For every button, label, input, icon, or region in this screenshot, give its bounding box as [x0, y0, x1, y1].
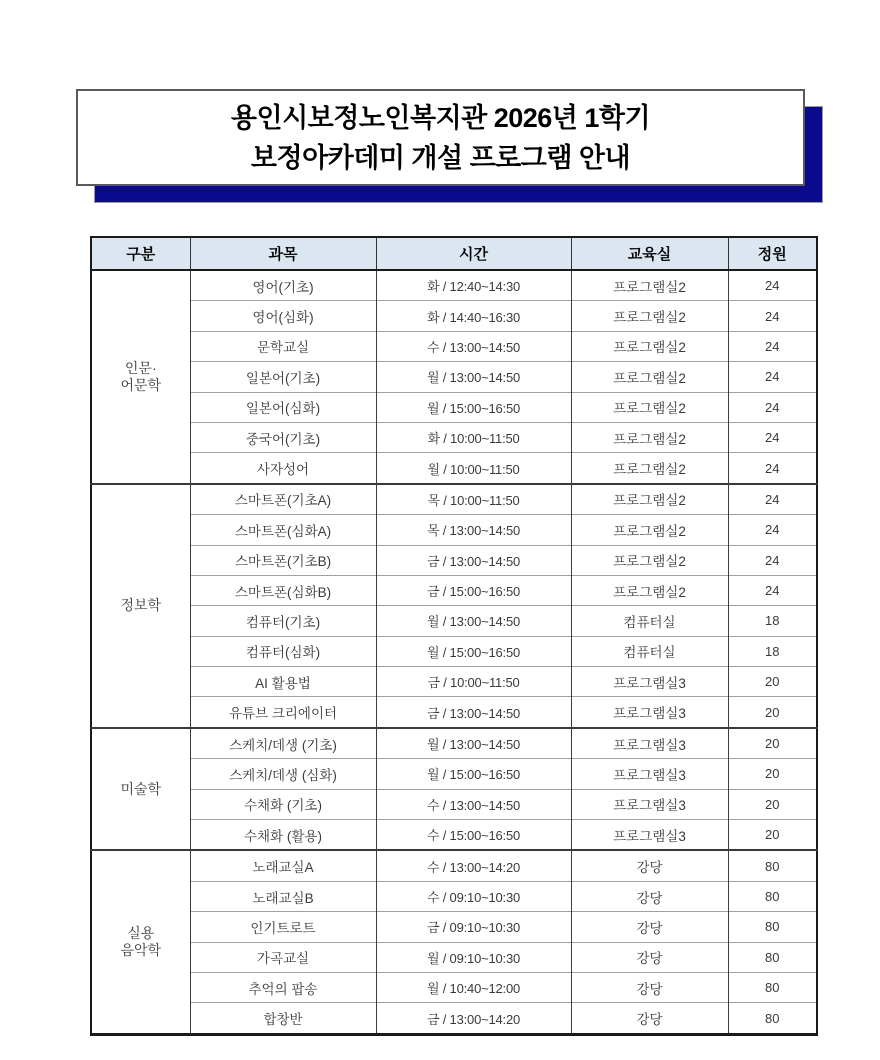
room-cell: 프로그램실2: [571, 515, 728, 545]
table-row: [91, 392, 817, 422]
time-cell: 월 / 13:00~14:50: [376, 362, 571, 392]
capacity-cell: 24: [728, 453, 817, 484]
capacity-cell: 20: [728, 789, 817, 819]
table-header: [91, 237, 817, 270]
header-subject: 과목: [190, 237, 376, 270]
room-cell: 프로그램실2: [571, 331, 728, 361]
capacity-cell: 24: [728, 484, 817, 515]
table-row: [91, 697, 817, 728]
room-cell: 프로그램실2: [571, 484, 728, 515]
subject-cell: AI 활용법: [190, 667, 376, 697]
table-row: [91, 912, 817, 942]
capacity-cell: 24: [728, 301, 817, 331]
time-cell: 화 / 12:40~14:30: [376, 270, 571, 301]
header-capacity: 정원: [728, 237, 817, 270]
time-cell: 수 / 13:00~14:50: [376, 331, 571, 361]
title-line-2: 보정아카데미 개설 프로그램 안내: [250, 142, 631, 173]
time-cell: 수 / 13:00~14:20: [376, 850, 571, 881]
subject-cell: 사자성어: [190, 453, 376, 484]
time-cell: 화 / 14:40~16:30: [376, 301, 571, 331]
program-schedule-table: [90, 236, 818, 1036]
table-row: [91, 515, 817, 545]
subject-cell: 스마트폰(기초B): [190, 545, 376, 575]
room-cell: 프로그램실3: [571, 667, 728, 697]
time-cell: 금 / 13:00~14:20: [376, 1003, 571, 1034]
time-cell: 월 / 10:00~11:50: [376, 453, 571, 484]
table-row: [91, 942, 817, 972]
capacity-cell: 80: [728, 881, 817, 911]
room-cell: 프로그램실3: [571, 697, 728, 728]
capacity-cell: 18: [728, 606, 817, 636]
room-cell: 프로그램실3: [571, 728, 728, 759]
room-cell: 프로그램실3: [571, 759, 728, 789]
table-row: [91, 667, 817, 697]
subject-cell: 스케치/데생 (기초): [190, 728, 376, 759]
subject-cell: 중국어(기초): [190, 422, 376, 452]
room-cell: 프로그램실2: [571, 422, 728, 452]
room-cell: 강당: [571, 1003, 728, 1034]
room-cell: 프로그램실2: [571, 301, 728, 331]
category-cell: 정보학: [91, 484, 190, 728]
header-time: 시간: [376, 237, 571, 270]
room-cell: 강당: [571, 972, 728, 1002]
header-row: [91, 237, 817, 270]
table-row: [91, 575, 817, 605]
time-cell: 월 / 15:00~16:50: [376, 636, 571, 666]
time-cell: 월 / 13:00~14:50: [376, 606, 571, 636]
time-cell: 월 / 13:00~14:50: [376, 728, 571, 759]
table-row: [91, 728, 817, 759]
capacity-cell: 24: [728, 331, 817, 361]
capacity-cell: 24: [728, 362, 817, 392]
table-row: [91, 270, 817, 301]
subject-cell: 추억의 팝송: [190, 972, 376, 1002]
room-cell: 프로그램실2: [571, 392, 728, 422]
time-cell: 금 / 13:00~14:50: [376, 697, 571, 728]
table-row: [91, 422, 817, 452]
subject-cell: 노래교실A: [190, 850, 376, 881]
title-banner: [76, 89, 805, 186]
time-cell: 수 / 13:00~14:50: [376, 789, 571, 819]
table-row: [91, 606, 817, 636]
time-cell: 월 / 10:40~12:00: [376, 972, 571, 1002]
room-cell: 강당: [571, 850, 728, 881]
subject-cell: 스마트폰(심화A): [190, 515, 376, 545]
capacity-cell: 20: [728, 667, 817, 697]
table-row: [91, 789, 817, 819]
time-cell: 월 / 09:10~10:30: [376, 942, 571, 972]
time-cell: 목 / 13:00~14:50: [376, 515, 571, 545]
table-row: [91, 1003, 817, 1034]
subject-cell: 영어(심화): [190, 301, 376, 331]
table-row: [91, 301, 817, 331]
table-row: [91, 484, 817, 515]
room-cell: 컴퓨터실: [571, 636, 728, 666]
table-row: [91, 545, 817, 575]
subject-cell: 스마트폰(심화B): [190, 575, 376, 605]
capacity-cell: 20: [728, 728, 817, 759]
room-cell: 강당: [571, 881, 728, 911]
capacity-cell: 20: [728, 697, 817, 728]
capacity-cell: 80: [728, 850, 817, 881]
table-row: [91, 362, 817, 392]
room-cell: 프로그램실2: [571, 270, 728, 301]
room-cell: 프로그램실3: [571, 820, 728, 851]
time-cell: 금 / 15:00~16:50: [376, 575, 571, 605]
table-body: [91, 270, 817, 1034]
subject-cell: 일본어(기초): [190, 362, 376, 392]
title-line-1: 용인시보정노인복지관 2026년 1학기: [230, 102, 651, 133]
subject-cell: 스마트폰(기초A): [190, 484, 376, 515]
time-cell: 수 / 09:10~10:30: [376, 881, 571, 911]
capacity-cell: 24: [728, 545, 817, 575]
header-room: 교육실: [571, 237, 728, 270]
capacity-cell: 80: [728, 912, 817, 942]
subject-cell: 영어(기초): [190, 270, 376, 301]
subject-cell: 가곡교실: [190, 942, 376, 972]
subject-cell: 수채화 (기초): [190, 789, 376, 819]
subject-cell: 스케치/데생 (심화): [190, 759, 376, 789]
table-row: [91, 881, 817, 911]
capacity-cell: 80: [728, 1003, 817, 1034]
subject-cell: 수채화 (활용): [190, 820, 376, 851]
capacity-cell: 80: [728, 942, 817, 972]
room-cell: 프로그램실2: [571, 362, 728, 392]
subject-cell: 일본어(심화): [190, 392, 376, 422]
capacity-cell: 24: [728, 515, 817, 545]
capacity-cell: 24: [728, 422, 817, 452]
time-cell: 화 / 10:00~11:50: [376, 422, 571, 452]
subject-cell: 문학교실: [190, 331, 376, 361]
category-cell: 미술학: [91, 728, 190, 851]
room-cell: 강당: [571, 942, 728, 972]
category-cell: 인문· 어문학: [91, 270, 190, 484]
time-cell: 목 / 10:00~11:50: [376, 484, 571, 515]
header-category: 구분: [91, 237, 190, 270]
subject-cell: 유튜브 크리에이터: [190, 697, 376, 728]
capacity-cell: 20: [728, 820, 817, 851]
table-row: [91, 636, 817, 666]
table-row: [91, 850, 817, 881]
capacity-cell: 18: [728, 636, 817, 666]
table-row: [91, 972, 817, 1002]
table-row: [91, 331, 817, 361]
table-row: [91, 759, 817, 789]
capacity-cell: 24: [728, 575, 817, 605]
time-cell: 금 / 13:00~14:50: [376, 545, 571, 575]
room-cell: 컴퓨터실: [571, 606, 728, 636]
room-cell: 프로그램실2: [571, 575, 728, 605]
capacity-cell: 24: [728, 270, 817, 301]
time-cell: 수 / 15:00~16:50: [376, 820, 571, 851]
time-cell: 월 / 15:00~16:50: [376, 759, 571, 789]
time-cell: 월 / 15:00~16:50: [376, 392, 571, 422]
category-cell: 실용 음악학: [91, 850, 190, 1034]
time-cell: 금 / 10:00~11:50: [376, 667, 571, 697]
capacity-cell: 20: [728, 759, 817, 789]
room-cell: 프로그램실2: [571, 453, 728, 484]
time-cell: 금 / 09:10~10:30: [376, 912, 571, 942]
subject-cell: 인기트로트: [190, 912, 376, 942]
room-cell: 프로그램실2: [571, 545, 728, 575]
title-box: [76, 89, 805, 186]
subject-cell: 컴퓨터(기초): [190, 606, 376, 636]
table-row: [91, 820, 817, 851]
room-cell: 프로그램실3: [571, 789, 728, 819]
subject-cell: 컴퓨터(심화): [190, 636, 376, 666]
subject-cell: 합창반: [190, 1003, 376, 1034]
capacity-cell: 80: [728, 972, 817, 1002]
capacity-cell: 24: [728, 392, 817, 422]
room-cell: 강당: [571, 912, 728, 942]
subject-cell: 노래교실B: [190, 881, 376, 911]
table-row: [91, 453, 817, 484]
